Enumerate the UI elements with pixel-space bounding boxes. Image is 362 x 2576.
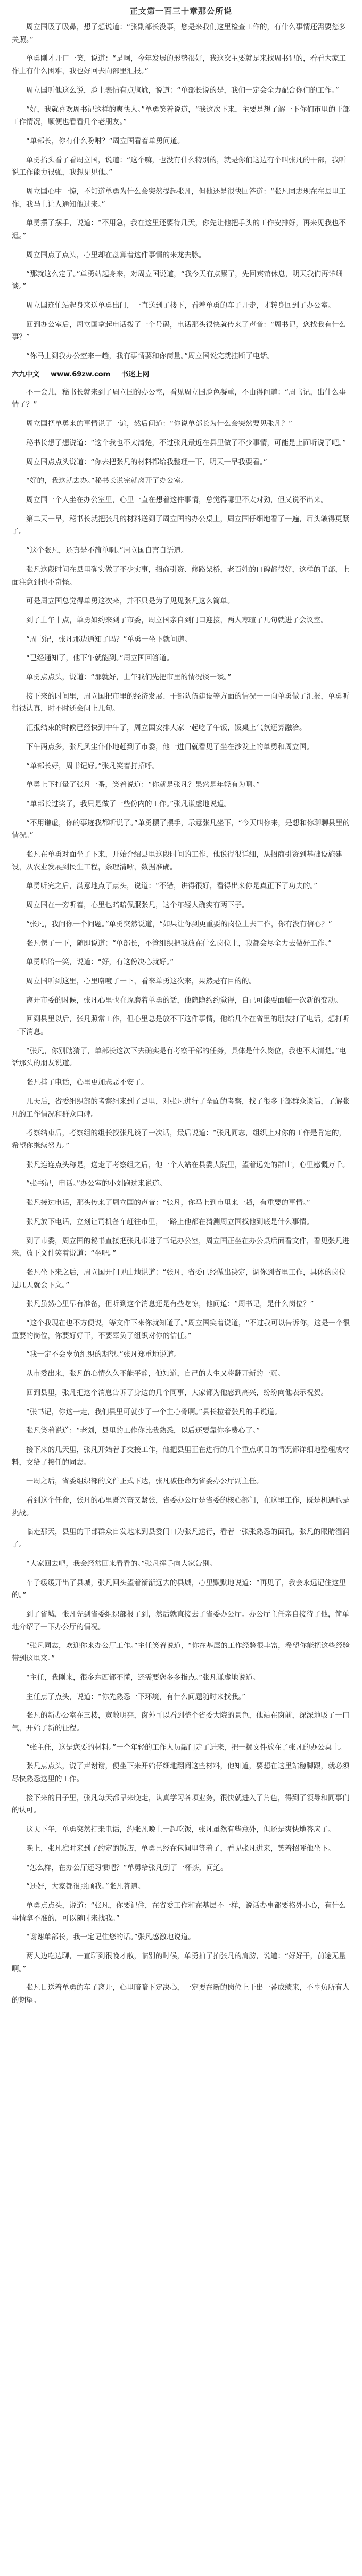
paragraph: “不用谦虚，你的事迹我都听说了。”单勇摆了摆手，示意张凡坐下，“今天叫你来，是想和你聊聊县里的情况。” [12, 818, 350, 840]
paragraph: “还好，大家都很照顾我。”张凡答道。 [26, 1882, 145, 1891]
paragraph: 周立国听到这里，心里咯噔了一下，看来单勇这次来，果然是有目的的。 [26, 977, 256, 986]
paragraph: 单勇上下打量了张凡一番，笑着说道：“你就是张凡？果然是年轻有为啊。” [26, 781, 260, 790]
paragraph: 回到县里以后，张凡照常工作，但心里总是放不下这件事情，他给几个在省里的朋友打了电话，想打听一下消息。 [12, 1015, 350, 1037]
paragraph: 单勇抬头看了看周立国，说道：“这个嘛，也没有什么特别的，就是你们这边有个叫张凡的干部，我听说工作能力很强，我想见见他。” [12, 155, 346, 177]
paragraph: 张凡连连点头称是，送走了考察组之后，他一个人站在县委大院里，望着远处的群山，心里感慨万千。 [26, 1160, 350, 1169]
paragraph: 回到办公室后，周立国拿起电话拨了一个号码，电话那头很快就传来了声音：“周书记，您找我有什么事？” [12, 320, 346, 342]
paragraph: 到了省城，张凡先到省委组织部报了到，然后就直接去了省委办公厅。办公厅主任亲自接待了他，简单地介绍了一下办公厅的情况。 [12, 1610, 350, 1631]
paragraph: 临走那天，县里的干部群众自发地来到县委门口为张凡送行，看着一张张熟悉的面孔，张凡的眼睛湿润了。 [12, 1528, 350, 1549]
paragraph: “好的，我这就去办。”秘书长说完就离开了办公室。 [26, 477, 188, 486]
paragraph: “主任，我刚来，很多东西都不懂，还需要您多多指点。”张凡谦虚地说道。 [26, 1673, 260, 1682]
paragraph: 可是周立国总觉得单勇这次来，并不只是为了见见张凡这么简单。 [26, 597, 235, 606]
paragraph: 张凡笑着说道：“老刘，县里的工作你比我熟悉，以后还要靠你多费心了。” [26, 1426, 260, 1435]
paragraph: 张凡在单勇对面坐了下来，开始介绍县里这段时间的工作，他说得很详细，从招商引资到基础设施建设，从农业发展到民生工程，条理清晰，数据准确。 [12, 850, 342, 872]
paragraph: “好，我就喜欢周书记这样的爽快人。”单勇笑着说道，“我这次下来，主要是想了解一下你们市里的干部工作情况，顺便也看看几个老朋友。” [12, 105, 350, 127]
paragraph: “怎么样，在办公厅还习惯吧？”单勇给张凡倒了一杯茶，问道。 [26, 1863, 228, 1872]
paragraph: 不一会儿，秘书长就来到了周立国的办公室，看见周立国脸色凝重，不由得问道：“周书记，出什么事情了？” [12, 388, 346, 409]
paragraph: 这天下午，单勇突然打来电话，约张凡晚上一起吃饭，张凡虽然有些意外，但还是爽快地答应了。 [26, 1825, 335, 1834]
paragraph: 考察结束后，考察组的组长找张凡谈了一次话，最后说道：“张凡同志，组织上对你的工作是肯定的，希望你继续努力。” [12, 1129, 346, 1150]
paragraph: 接下来的时间里，周立国把市里的经济发展、干部队伍建设等方面的情况一一向单勇做了汇报，单勇听得很认真，时不时还会问上几句。 [12, 692, 350, 713]
paragraph: 离开市委的时候，张凡心里也在琢磨着单勇的话，他隐隐约约觉得，自己可能要面临一次新的变动。 [26, 996, 342, 1005]
paragraph: 主任点了点头，说道：“你先熟悉一下环境，有什么问题随时来找我。” [26, 1692, 246, 1701]
paragraph: “单部长，你有什么吩咐？”周立国看着单勇问道。 [26, 136, 185, 145]
paragraph: 张凡愣了一下，随即说道：“单部长，不管组织把我放在什么岗位上，我都会尽全力去做好工作。” [26, 939, 332, 948]
paragraph: 到了上午十点，单勇如约来到了市委，周立国亲自到门口迎接，两人寒暄了几句就进了会议室。 [26, 616, 328, 625]
paragraph: “张主任，这是您要的材料。”一个年轻的工作人员敲门走了进来，把一摞文件放在了张凡的办公桌上。 [26, 1743, 347, 1752]
paragraph: “已经通知了，他下午就能到。”周立国回答道。 [26, 654, 174, 663]
paragraph: “张凡同志，欢迎你来办公厅工作。”主任笑着说道，“你在基层的工作经验很丰富，希望你能把这些经验带到这里来。” [12, 1642, 350, 1663]
paragraph: 张凡这段时间在县里确实做了不少实事，招商引资、修路架桥，老百姓的口碑都很好，这样的干部，上面注意到也不奇怪。 [12, 565, 350, 587]
paragraph: 周立国在一旁听着，心里也暗暗佩服张凡，这个年轻人确实有两下子。 [26, 901, 249, 910]
paragraph: “单部长好，周书记好。”张凡笑着打招呼。 [26, 761, 160, 770]
paragraph: 张凡挂了电话，心里更加忐忑不安了。 [26, 1078, 149, 1087]
paragraph: “那就这么定了。”单勇站起身来，对周立国说道，“我今天有点累了，先回宾馆休息，明天我们再详细谈。” [12, 269, 343, 291]
paragraph: 接下来的日子里，张凡每天都早来晚走，认真学习各项业务，很快就进入了角色，得到了领导和同事们的认可。 [12, 1793, 350, 1815]
paragraph-group-bottom [12, 387, 350, 2007]
paragraph: 秘书长想了想说道：“这个我也不太清楚，不过张凡最近在县里做了不少事情，可能是上面听说了吧。” [26, 438, 347, 447]
paragraph: 第二天一早，秘书长就把张凡的材料送到了周立国的办公桌上，周立国仔细地看了一遍，眉头皱得更紧了。 [12, 514, 350, 536]
paragraph: 两人边吃边聊，一直聊到很晚才散，临别的时候，单勇拍了拍张凡的肩膀，说道：“好好干，前途无量啊。” [12, 1952, 346, 1973]
site-tagline: 书迷上网 [121, 370, 150, 379]
paragraph: 周立国把单勇来的事情说了一遍，然后问道：“你说单部长为什么会突然要见张凡？” [26, 420, 292, 429]
paragraph: “这个我现在也不方便说，等文件下来你就知道了。”周立国笑着说道，“不过我可以告诉你，这是一个很重要的岗位，你要好好干，不要辜负了组织对你的信任。” [12, 1319, 350, 1340]
paragraph: 看到这个任命，张凡的心里既兴奋又紧张，省委办公厅是省委的核心部门，在这里工作，既是机遇也是挑战。 [12, 1496, 350, 1517]
paragraph: 周立国一个人坐在办公室里，心里一直在想着这件事情，总觉得哪里不太对劲，但又说不出来。 [26, 495, 328, 504]
paragraph: 周立国听他这么说，脸上表情有点尴尬，说道：“单部长说的是，我们一定会全力配合你们的工作。” [26, 86, 339, 95]
paragraph: 一周之后，省委组织部的文件正式下达，张凡被任命为省委办公厅副主任。 [26, 1477, 264, 1486]
site-url: www.69zw.com [51, 370, 111, 379]
site-banner[interactable] [12, 370, 350, 380]
paragraph: 到了市委，周立国的秘书直接把张凡带进了书记办公室，周立国正坐在办公桌后面看文件，看见张凡进来，放下文件笑着说道：“坐吧。” [12, 1236, 350, 1258]
paragraph: “大家回去吧，我会经常回来看看的。”张凡挥手向大家告别。 [26, 1559, 217, 1568]
paragraph: “张凡，我问你一个问题。”单勇突然说道，“如果让你到更重要的岗位上去工作，你有没有信心？” [26, 920, 332, 929]
paragraph: 单勇点点头，说道：“张凡，你要记住，在省委工作和在基层不一样，说话办事都要格外小心，有什么事情拿不准的，可以随时来找我。” [12, 1901, 346, 1923]
paragraph: 张凡虽然心里早有准备，但听到这个消息还是有些吃惊，他问道：“周书记，是什么岗位？” [26, 1300, 314, 1309]
paragraph: “单部长过奖了，我只是做了一些份内的工作。”张凡谦虚地说道。 [26, 799, 232, 808]
paragraph: 车子缓缓开出了县城，张凡回头望着渐渐远去的县城，心里默默地说道：“再见了，我会永远记住这里的。” [12, 1578, 346, 1600]
paragraph: 单勇摆了摆手，说道：“不用急，我在这里还要待几天，你先让他把手头的工作安排好，再来见我也不迟。” [12, 219, 346, 241]
paragraph: 周立国连忙站起身来送单勇出门，一直送到了楼下，看着单勇的车子开走，才转身回到了办公室。 [26, 301, 335, 310]
paragraph: 单勇刚才开口一笑，说道：“是啊，今年发展的形势很好，我这次主要就是来找周书记的，看看大家工作上有什么困难，我也好回去向部里汇报。” [12, 54, 346, 76]
paragraph: 张凡坐下来之后，周立国开门见山地说道：“张凡，省委已经做出决定，调你到省里工作，具体的岗位过几天就会下文。” [12, 1268, 346, 1290]
chapter-body [12, 21, 350, 2569]
paragraph: 下午两点多，张凡风尘仆仆地赶到了市委，他一进门就看见了坐在沙发上的单勇和周立国。 [26, 742, 314, 751]
paragraph: 张凡接过电话，那头传来了周立国的声音：“张凡，你马上到市里来一趟，有重要的事情。” [26, 1199, 310, 1208]
paragraph: “张凡，你别瞎猜了，单部长这次下去确实是有考察干部的任务，具体是什么岗位，我也不太清楚。”电话那头的朋友说道。 [12, 1046, 347, 1068]
paragraph: 回到县里，张凡把这个消息告诉了身边的几个同事，大家都为他感到高兴，纷纷向他表示祝贺。 [26, 1388, 328, 1397]
paragraph: 单勇听完之后，满意地点了点头，说道：“不错，讲得很好，看得出来你是真正下了功夫的。” [26, 882, 318, 891]
site-name: 六九中文 [12, 370, 40, 379]
paragraph: “这个张凡，还真是不简单啊。”周立国自言自语道。 [26, 546, 188, 555]
paragraph-group-top [12, 21, 350, 363]
paragraph: 单勇点点头，说道：“那就好，上午我们先把市里的情况谈一谈。” [26, 673, 232, 682]
paragraph: 周立国点了点头，心里却在盘算着这件事情的来龙去脉。 [26, 250, 206, 259]
paragraph: 张凡目送着单勇的车子离开，心里暗暗下定决心，一定要在新的岗位上干出一番成绩来，不辜负所有人的期望。 [12, 1983, 350, 2005]
paragraph: 汇报结束的时候已经快到中午了，周立国安排大家一起吃了午饭，饭桌上气氛还算融洽。 [26, 724, 307, 733]
paragraph: “我一定不会辜负组织的期望。”张凡郑重地说道。 [26, 1350, 181, 1359]
paragraph: 接下来的几天里，张凡开始着手交接工作，他把县里正在进行的几个重点项目的情况都详细地整理成材料，交给了接任的同志。 [12, 1445, 350, 1467]
paragraph: 周立国心中一惊，不知道单勇为什么会突然提起张凡，但他还是很快回答道：“张凡同志现在在县里工作，我马上让人通知他过来。” [12, 187, 346, 209]
paragraph: 从市委出来，张凡的心情久久不能平静，他知道，自己的人生又将翻开新的一页。 [26, 1369, 285, 1379]
paragraph: 周立国吸了吸鼻，想了想说道：“张副部长没事，您是来我们这里检查工作的，有什么事情还需要您多关照。” [12, 23, 346, 44]
paragraph: “周书记，张凡那边通知了吗？”单勇一坐下就问道。 [26, 635, 192, 644]
paragraph: 张凡点点头，说了声谢谢，便坐下来开始仔细地翻阅这些材料，他知道，要想在这里站稳脚跟，就必须尽快熟悉这里的工作。 [12, 1762, 350, 1784]
paragraph: 周立国点点头说道：“你去把张凡的材料都给我整理一下，明天一早我要看。” [26, 457, 267, 466]
chapter-title: 正文第一百三十章那公所说 [129, 6, 232, 16]
paragraph: “谢谢单部长，我一定记住您的话。”张凡感激地说道。 [26, 1933, 195, 1942]
paragraph: “你马上到我办公室来一趟，我有事情要和你商量。”周立国说完就挂断了电话。 [26, 352, 275, 361]
paragraph: 张凡放下电话，立刻让司机备车赶往市里，一路上他都在猜测周立国找他到底是什么事情。 [26, 1217, 314, 1226]
paragraph: 单勇哈哈一笑，说道：“好，有这份决心就好。” [26, 958, 174, 967]
paragraph: 晚上，张凡准时来到了约定的饭店，单勇已经在包间里等着了，看见张凡进来，笑着招呼他坐下。 [26, 1844, 335, 1853]
paragraph: “张书记，电话。”办公室的小刘跑过来说道。 [26, 1179, 167, 1188]
paragraph: “张书记，你这一走，我们县里可就少了一个主心骨啊。”县长拉着张凡的手说道。 [26, 1407, 282, 1416]
paragraph: 几天后，省委组织部的考察组来到了县里，对张凡进行了全面的考察，找了很多干部群众谈话，了解张凡的工作情况和群众口碑。 [12, 1097, 350, 1119]
paragraph: 张凡的新办公室在三楼，宽敞明亮，窗外可以看到整个省委大院的景色，他站在窗前，深深地吸了一口气，开始了新的征程。 [12, 1711, 350, 1733]
